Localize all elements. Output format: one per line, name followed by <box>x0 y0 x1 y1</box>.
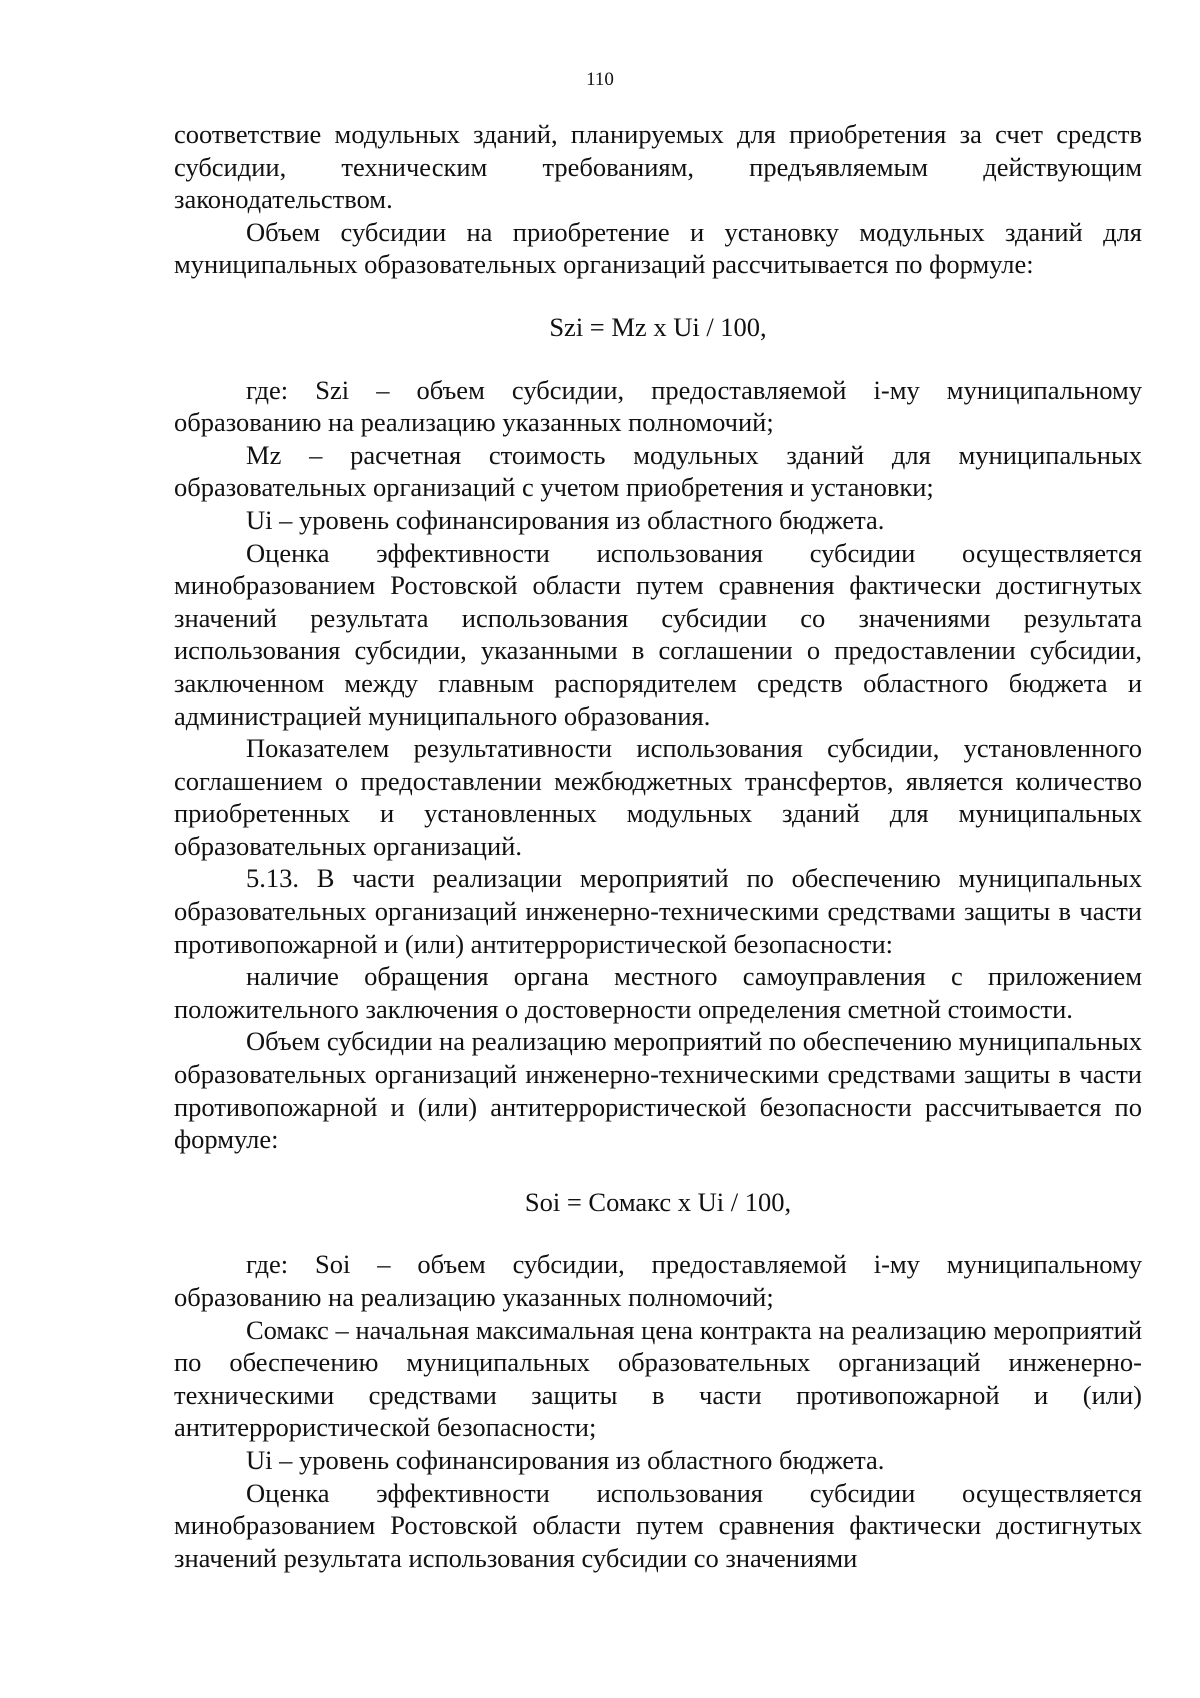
paragraph-efficiency-evaluation: Оценка эффективности использования субсидии осуществляется минобразованием Ростовской области путем сравнения фактически достигнутых значений результата использования субсидии со значениями результата использования субсидии, указанными в соглашении о предоставлении субсидии, заключенном между главным распорядителем средств областного бюджета и администрацией муниципального образования. <box>174 537 1142 731</box>
paragraph-somax-definition: Сомакс – начальная максимальная цена контракта на реализацию мероприятий по обеспечению муниципальных образовательных организаций инженерно-техническими средствами защиты в части противопожарной и (или) антитеррористической безопасности; <box>174 1314 1142 1443</box>
paragraph-performance-indicator: Показателем результативности использования субсидии, установленного соглашением о предоставлении межбюджетных трансфертов, является количество приобретенных и установленных модульных зданий для муниципальных образовательных организаций. <box>174 733 1142 861</box>
formula-soi: Soi = Сомакс x Ui / 100, <box>524 1186 792 1217</box>
paragraph-ui-definition-2: Ui – уровень софинансирования из областного бюджета. <box>246 1444 885 1475</box>
paragraph-section-5-13: 5.13. В части реализации мероприятий по обеспечению муниципальных образовательных организаций инженерно-техническими средствами защиты в части противопожарной и (или) антитеррористической безопасности: <box>174 863 1142 959</box>
paragraph-volume-security: Объем субсидии на реализацию мероприятий по обеспечению муниципальных образовательных организаций инженерно-техническими средствами защиты в части противопожарной и (или) антитеррористической безопасности рассчитывается по формуле: <box>174 1026 1143 1155</box>
paragraph-appeal-requirement: наличие обращения органа местного самоуправления с приложением положительного заключения о достоверности определения сметной стоимости. <box>174 961 1142 1024</box>
page-number: 110 <box>586 69 614 90</box>
paragraph-where-szi: где: Szi – объем субсидии, предоставляемой i-му муниципальному образованию на реализацию указанных полномочий; <box>174 374 1142 438</box>
paragraph-ui-definition: Ui – уровень софинансирования из областного бюджета. <box>246 504 885 535</box>
document-body <box>174 118 1142 1574</box>
paragraph-efficiency-evaluation-2: Оценка эффективности использования субсидии осуществляется минобразованием Ростовской области путем сравнения фактически достигнутых значений результата использования субсидии со значениями <box>174 1477 1142 1573</box>
paragraph-mz-definition: Mz – расчетная стоимость модульных зданий для муниципальных образовательных организаций с учетом приобретения и установки; <box>174 439 1142 503</box>
paragraph-continuation: соответствие модульных зданий, планируемых для приобретения за счет средств субсидии, техническим требованиям, предъявляемым действующим законодательством. <box>174 119 1142 215</box>
formula-szi: Szi = Mz x Ui / 100, <box>549 311 767 342</box>
paragraph-where-soi: где: Soi – объем субсидии, предоставляемой i-му муниципальному образованию на реализацию указанных полномочий; <box>174 1249 1142 1312</box>
paragraph-volume-modular: Объем субсидии на приобретение и установку модульных зданий для муниципальных образовательных организаций рассчитывается по формуле: <box>174 216 1142 280</box>
